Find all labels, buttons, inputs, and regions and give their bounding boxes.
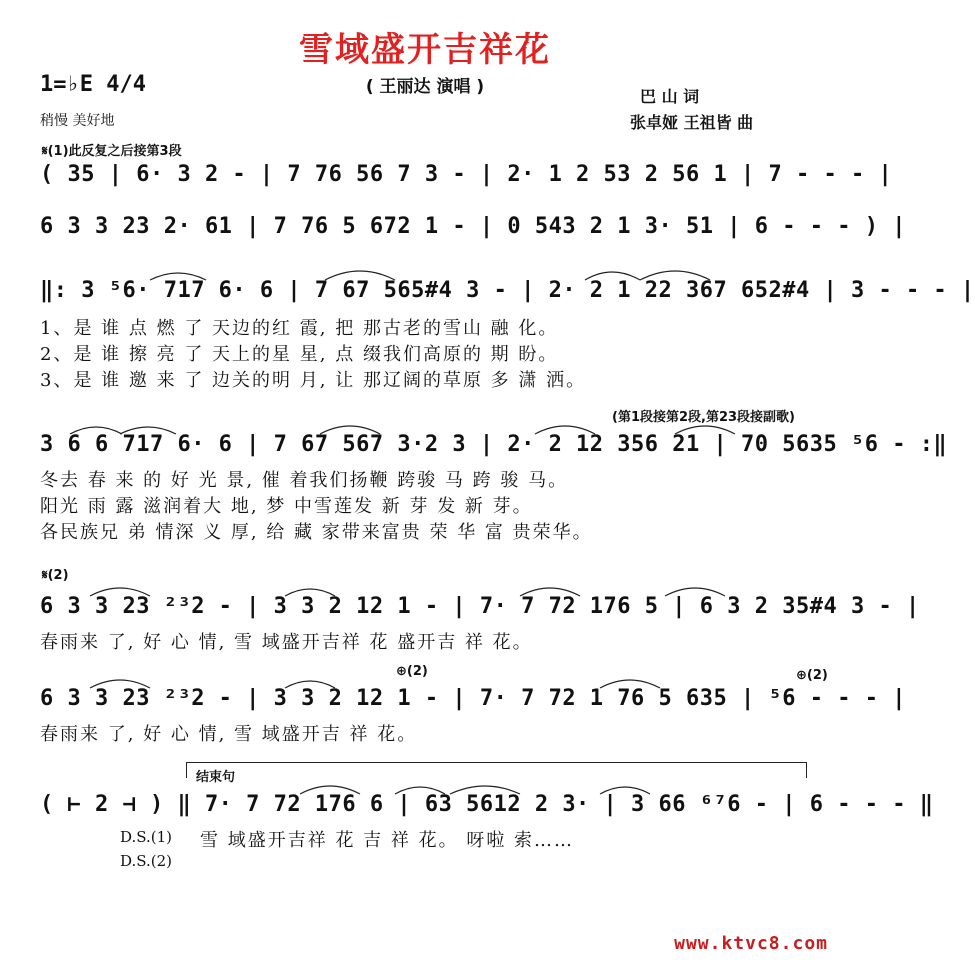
coda-mark-a: ⊕(2) — [396, 664, 428, 679]
slur-arc — [600, 787, 650, 794]
key-signature: 1=♭E 4/4 — [40, 72, 146, 97]
slur-arc — [640, 271, 710, 280]
slur-arc — [585, 272, 640, 280]
coda-mark-b: ⊕(2) — [796, 668, 828, 683]
lyric-chorus-2: 春雨来 了, 好 心 情, 雪 域盛开吉 祥 花。 — [40, 724, 418, 745]
segno-note-2: 𝄋(2) — [42, 568, 69, 583]
song-title: 雪域盛开吉祥花 — [299, 30, 551, 70]
tempo-marking: 稍慢 美好地 — [40, 113, 115, 129]
intro-row-1: ( 35 | 6· 3 2 - | 7 76 56 7 3 - | 2· 1 2 53 2 56 1 | 7 - - - | — [40, 162, 893, 187]
lyric-verse-3: 3、是 谁 邀 来 了 边关的明 月, 让 那辽阔的草原 多 潇 洒。 — [40, 370, 587, 391]
intro-row-2: 6 3 3 23 2· 61 | 7 76 5 672 1 - | 0 543 2 1 3· 51 | 6 - - - ) | — [40, 214, 906, 239]
lyric-verse-4: 冬去 春 来 的 好 光 景, 催 着我们扬鞭 跨骏 马 跨 骏 马。 — [40, 470, 569, 491]
slur-arc — [285, 681, 335, 688]
ending-row: ( ⊢ 2 ⊣ ) ‖ 7· 7 72 176 6 | 63 5612 2 3· | 3 66 ⁶⁷6 - | 6 - - - ‖ — [40, 792, 934, 817]
chorus-row-2: 6 3 3 23 ²³2 - | 3 3 2 12 1 - | 7· 7 72 1 76 5 635 | ⁵6 - - - | — [40, 686, 906, 711]
slur-arc — [665, 588, 725, 596]
ds-marker-2: D.S.(2) — [120, 852, 173, 870]
slur-arc — [120, 427, 176, 434]
segno-note-1: 𝄋(1)此反复之后接第3段 — [42, 144, 182, 159]
slur-arc — [320, 426, 380, 434]
jump-note: (第1段接第2段,第23段接副歌) — [612, 410, 796, 425]
verse-row-1: ‖: 3 ⁵6· 717 6· 6 | 7 67 565#4 3 - | 2· 2 1 22 367 652#4 | 3 - - - | — [40, 278, 975, 303]
slur-arc — [600, 680, 660, 688]
slur-arc — [70, 427, 122, 434]
slur-arc — [675, 426, 735, 434]
slur-arc — [285, 589, 335, 596]
slur-arc — [450, 786, 520, 794]
lyricist-credit: 巴 山 词 — [640, 87, 700, 106]
slur-arc — [300, 786, 360, 794]
lyric-verse-1: 1、是 谁 点 燃 了 天边的红 霞, 把 那古老的雪山 融 化。 — [40, 318, 559, 339]
slur-arc — [520, 588, 580, 596]
slur-arc — [90, 680, 150, 688]
lyric-ending: 雪 域盛开吉祥 花 吉 祥 花。 呀啦 索…… — [200, 830, 575, 851]
performer-credit: ( 王丽达 演唱 ) — [365, 77, 485, 97]
lyric-verse-2: 2、是 谁 擦 亮 了 天上的星 星, 点 缀我们高原的 期 盼。 — [40, 344, 559, 365]
slur-arc — [150, 273, 206, 280]
ds-marker-1: D.S.(1) — [120, 828, 173, 846]
ending-label: 结束句 — [196, 770, 236, 785]
slur-arc — [395, 787, 445, 794]
slur-arc — [535, 426, 595, 434]
lyric-chorus-1: 春雨来 了, 好 心 情, 雪 域盛开吉祥 花 盛开吉 祥 花。 — [40, 632, 533, 653]
lyric-verse-5: 阳光 雨 露 滋润着大 地, 梦 中雪莲发 新 芽 发 新 芽。 — [40, 496, 533, 517]
site-watermark: www.ktvc8.com — [674, 933, 828, 954]
composer-credit: 张卓娅 王祖皆 曲 — [630, 113, 754, 132]
chorus-row-1: 6 3 3 23 ²³2 - | 3 3 2 12 1 - | 7· 7 72 176 5 | 6 3 2 35#4 3 - | — [40, 594, 920, 619]
slur-arc — [325, 271, 395, 280]
slur-arc — [90, 588, 150, 596]
lyric-verse-6: 各民族兄 弟 情深 义 厚, 给 藏 家带来富贵 荣 华 富 贵荣华。 — [40, 522, 593, 543]
verse-row-2: 3 6 6 717 6· 6 | 7 67 567 3·2 3 | 2· 2 12 356 21 | 70 5635 ⁵6 - :‖ — [40, 432, 948, 457]
